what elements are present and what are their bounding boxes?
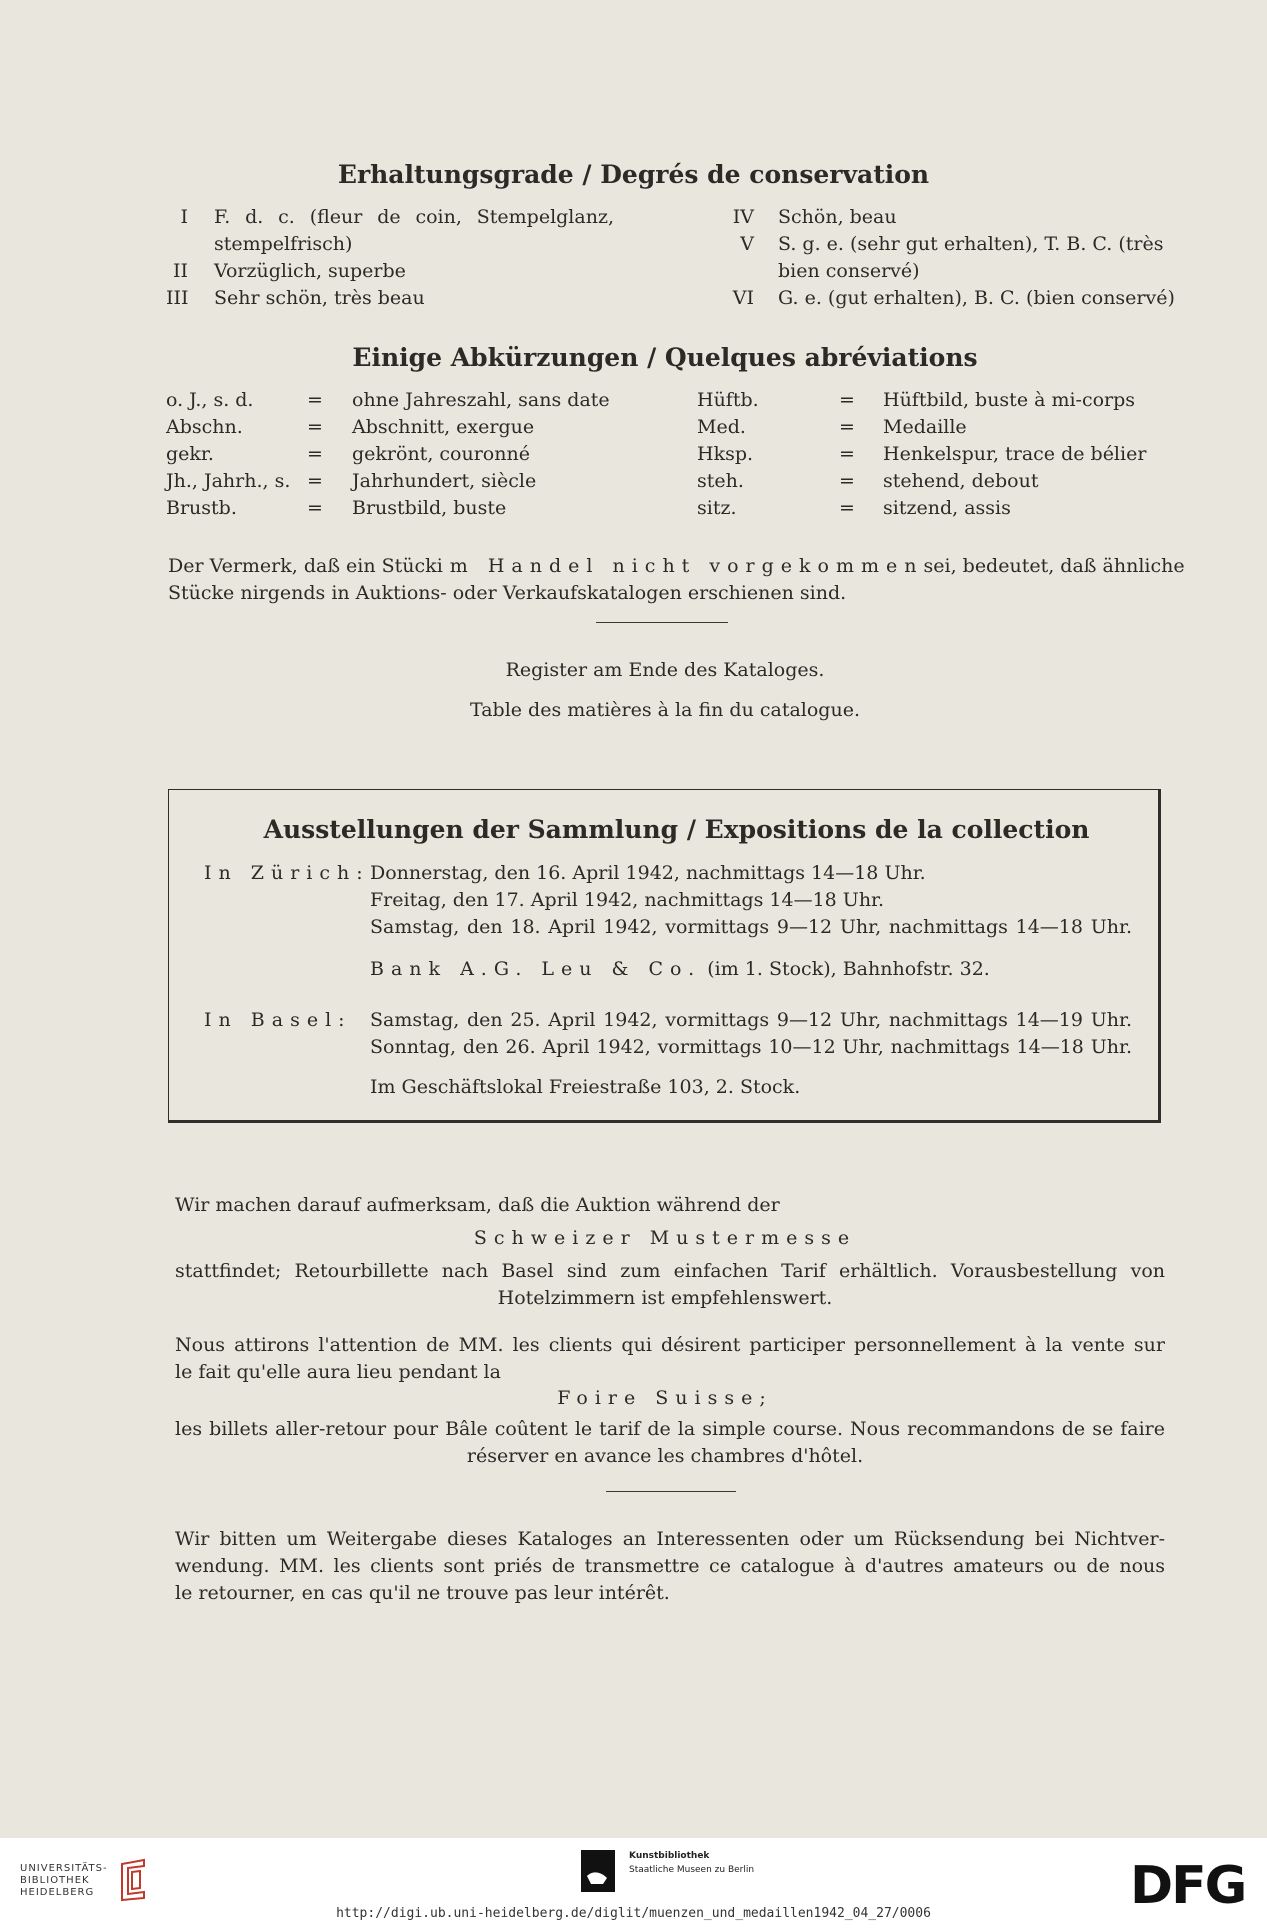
exhibition-date: Donnerstag, den 16. April 1942, nachmittags 14—18 Uhr. (370, 862, 926, 884)
source-url[interactable]: http://digi.ub.uni-heidelberg.de/diglit/muenzen_und_medaillen1942_04_27/0006 (336, 1906, 931, 1921)
grade-num: III (166, 287, 189, 309)
register-line: Table des matières à la fin du catalogue. (470, 699, 860, 721)
grade-text: Schön, beau (778, 206, 897, 228)
abbr-term: Med. (697, 416, 746, 438)
fair-text: réserver en avance les chambres d'hôtel. (466, 1445, 864, 1467)
grade-text: S. g. e. (sehr gut erhalten), T. B. C. (très (778, 233, 1164, 255)
grade-num: IV (732, 206, 754, 228)
note-text: Der Vermerk, daß ein Stück (168, 555, 437, 577)
abbr-meaning: sitzend, assis (883, 497, 1011, 519)
abbreviations-title: Einige Abkürzungen / Quelques abréviations (352, 343, 978, 372)
abbr-term: steh. (697, 470, 744, 492)
ub-heidelberg-logo-text (20, 1863, 108, 1899)
note-spaced-text: im Handel nicht vorgekommen (436, 555, 924, 577)
abbr-equals: = (839, 497, 855, 519)
abbr-meaning: Medaille (883, 416, 967, 438)
fair-text: Wir machen darauf aufmerksam, daß die Auktion während der (175, 1194, 780, 1216)
note-line: Stücke nirgends in Auktions- oder Verkaufskatalogen erschienen sind. (168, 582, 847, 604)
abbr-term: Brustb. (166, 497, 237, 519)
venue-address: (im 1. Stock), Bahnhofstr. 32. (707, 958, 990, 980)
ub-line: BIBLIOTHEK (20, 1875, 90, 1886)
exhibition-venue (370, 956, 990, 983)
abbr-equals: = (307, 416, 323, 438)
dfg-logo: DFG (1130, 1856, 1246, 1916)
grade-text: G. e. (gut erhalten), B. C. (bien conservé) (778, 287, 1175, 309)
ub-line: HEIDELBERG (20, 1887, 95, 1898)
ub-logo-icon (114, 1858, 154, 1902)
grade-num: II (172, 260, 188, 282)
venue-name: Bank A.G. Leu & Co. (370, 958, 702, 980)
closing-text: le retourner, en cas qu'il ne trouve pas leur intérêt. (175, 1582, 670, 1604)
abbr-meaning: Brustbild, buste (352, 497, 507, 519)
city-label-basel: In Basel: (204, 1009, 352, 1031)
exhibition-date: Samstag, den 25. April 1942, vormittags 9—12 Uhr, nachmittags 14—19 Uhr. (370, 1009, 1132, 1031)
grade-text: F. d. c. (fleur de coin, Stempelglanz, (214, 206, 614, 228)
grade-text: Vorzüglich, superbe (214, 260, 406, 282)
abbr-equals: = (307, 497, 323, 519)
exhibition-date: Samstag, den 18. April 1942, vormittags 9—12 Uhr, nachmittags 14—18 Uhr. (370, 916, 1132, 938)
abbr-equals: = (307, 470, 323, 492)
grade-num: VI (732, 287, 754, 309)
fair-text: le fait qu'elle aura lieu pendant la (175, 1361, 501, 1383)
note-text: sei, bedeutet, daß ähnliche (923, 555, 1185, 577)
abbr-term: gekr. (166, 443, 214, 465)
exhibition-date: Freitag, den 17. April 1942, nachmittags 14—18 Uhr. (370, 889, 885, 911)
fair-text: Nous attirons l'attention de MM. les clients qui désirent participer personnellement à la vente sur (175, 1334, 1165, 1356)
abbr-meaning: Henkelspur, trace de bélier (883, 443, 1147, 465)
abbr-equals: = (839, 443, 855, 465)
abbr-equals: = (307, 389, 323, 411)
conservation-title: Erhaltungsgrade / Degrés de conservation (337, 160, 930, 189)
closing-text: Wir bitten um Weitergabe dieses Kataloges an Interessenten oder um Rücksendung bei Nichtver- (175, 1528, 1165, 1550)
abbr-meaning: Hüftbild, buste à mi-corps (883, 389, 1136, 411)
abbr-meaning: Jahrhundert, siècle (352, 470, 537, 492)
city-label-zurich: In Zürich: (204, 862, 370, 884)
abbr-meaning: gekrönt, couronné (352, 443, 530, 465)
exhibition-date: Sonntag, den 26. April 1942, vormittags 10—12 Uhr, nachmittags 14—18 Uhr. (370, 1036, 1132, 1058)
abbr-equals: = (839, 389, 855, 411)
abbr-term: sitz. (697, 497, 737, 519)
grade-num: V (740, 233, 754, 255)
kunstbibliothek-logo-icon (581, 1850, 615, 1892)
exhibitions-title: Ausstellungen der Sammlung / Expositions de la collection (263, 815, 1090, 844)
abbr-term: Hksp. (697, 443, 754, 465)
abbr-meaning: stehend, debout (883, 470, 1039, 492)
grade-text-cont: stempelfrisch) (214, 233, 353, 255)
abbr-term: Abschn. (166, 416, 243, 438)
divider (606, 1491, 736, 1492)
abbr-meaning: Abschnitt, exergue (352, 416, 535, 438)
divider (596, 622, 728, 623)
abbr-meaning: ohne Jahreszahl, sans date (352, 389, 610, 411)
closing-text: wendung. MM. les clients sont priés de transmettre ce catalogue à d'autres amateurs ou de nous (175, 1555, 1165, 1577)
kunstbibliothek-text (629, 1849, 754, 1877)
ub-line: UNIVERSITÄTS- (20, 1863, 108, 1874)
grade-num: I (180, 206, 188, 228)
kb-line: Kunstbibliothek (629, 1851, 710, 1861)
register-line: Register am Ende des Kataloges. (505, 659, 825, 681)
abbr-equals: = (839, 470, 855, 492)
fair-text: stattfindet; Retourbillette nach Basel sind zum einfachen Tarif erhältlich. Vorausbestellung von (175, 1260, 1165, 1282)
fair-text: Hotelzimmern ist empfehlenswert. (497, 1287, 833, 1309)
grade-text-cont: bien conservé) (778, 260, 920, 282)
note-line (168, 553, 1185, 580)
fair-name: Schweizer Mustermesse (473, 1227, 857, 1249)
abbr-equals: = (307, 443, 323, 465)
abbr-term: o. J., s. d. (166, 389, 254, 411)
fair-text: les billets aller-retour pour Bâle coûtent le tarif de la simple course. Nous recommandons de se faire (175, 1418, 1165, 1440)
fair-name: Foire Suisse; (557, 1387, 773, 1409)
grade-text: Sehr schön, très beau (214, 287, 425, 309)
abbr-term: Jh., Jahrh., s. (166, 470, 291, 492)
abbr-term: Hüftb. (697, 389, 759, 411)
kb-line: Staatliche Museen zu Berlin (629, 1865, 755, 1875)
abbr-equals: = (839, 416, 855, 438)
exhibition-venue: Im Geschäftslokal Freiestraße 103, 2. Stock. (370, 1076, 801, 1098)
